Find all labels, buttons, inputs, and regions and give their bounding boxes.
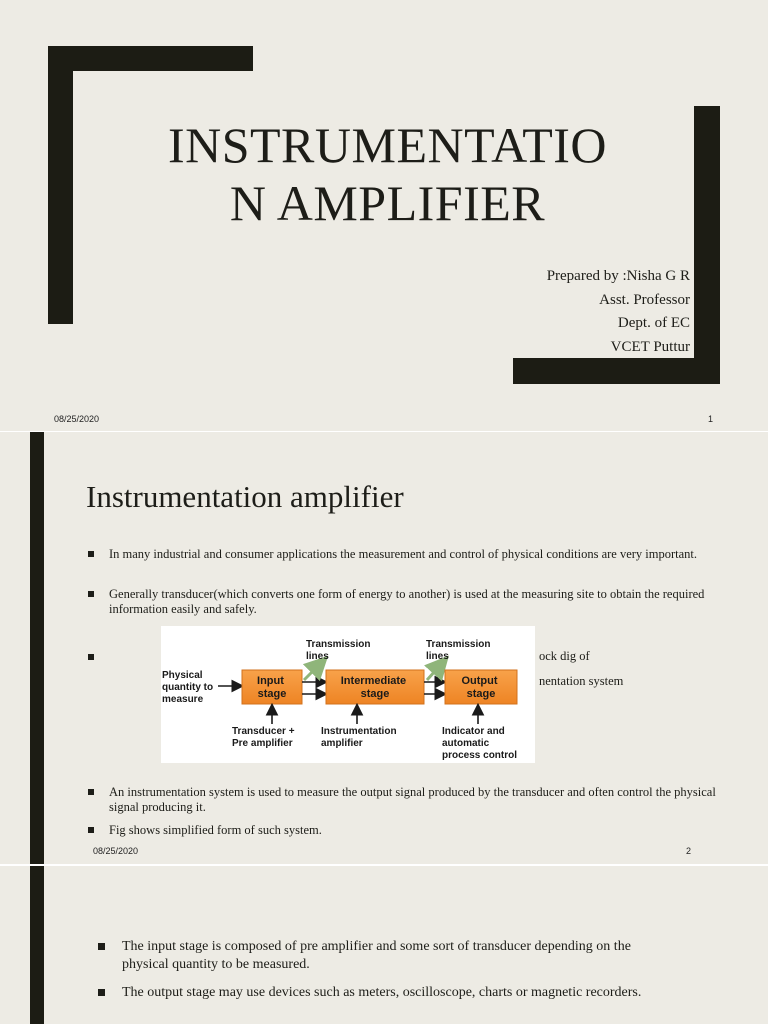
bullet-marker	[98, 989, 105, 996]
decorative-bar	[513, 358, 720, 384]
transmission-arrow	[427, 660, 445, 680]
bullet-item	[98, 984, 658, 1002]
label-line: Instrumentation	[321, 726, 397, 737]
author-line: Prepared by :Nisha G R	[546, 268, 690, 284]
transmission-arrow	[304, 660, 324, 680]
below-label	[232, 726, 297, 749]
label-line: quantity to	[162, 682, 214, 693]
bullet-text: Fig shows simplified form of such system.	[109, 823, 322, 837]
slide-number: 2	[686, 846, 692, 856]
decorative-bar	[48, 46, 253, 71]
label-line: Transducer +	[232, 726, 295, 737]
slide-title: Instrumentation amplifier	[86, 479, 404, 514]
decorative-bar	[48, 46, 73, 324]
block-diagram-svg	[161, 626, 535, 763]
bullet-item	[88, 823, 738, 838]
label-line: Input	[257, 675, 284, 687]
slide-number: 1	[708, 414, 714, 424]
bullet-text-fragment: ock dig of	[539, 649, 590, 663]
label-line: stage	[257, 688, 287, 700]
bullet-item	[88, 785, 738, 815]
slide-date: 08/25/2020	[54, 414, 100, 424]
label-line: stage	[466, 688, 496, 700]
slide-3	[0, 866, 768, 1024]
title-line-1: INSTRUMENTATIO	[167, 117, 608, 173]
author-block	[547, 265, 690, 359]
bullet-item	[88, 587, 738, 617]
block-diagram	[161, 626, 535, 763]
slide-title	[110, 116, 665, 232]
label-line: stage	[360, 688, 390, 700]
bullet-marker	[88, 827, 94, 833]
bullet-marker	[88, 551, 94, 557]
below-label	[442, 726, 517, 761]
bullet-item	[98, 938, 658, 974]
label-line: Output	[461, 675, 498, 687]
label-line: Pre amplifier	[232, 738, 293, 749]
bullet-text: Generally transducer(which converts one form of energy to another) is used at the measuring site to obtain the required information easily and safely.	[109, 587, 705, 616]
label-line: measure	[162, 694, 204, 705]
below-label	[321, 726, 399, 749]
label-line: Transmission	[426, 639, 491, 650]
author-line: Asst. Professor	[599, 291, 690, 308]
bullet-marker	[98, 943, 105, 950]
bullet-text: The output stage may use devices such as meters, oscilloscope, charts or magnetic recorders.	[122, 985, 642, 1000]
transmission-label	[426, 639, 493, 662]
input-stage-label	[257, 675, 287, 700]
bullet-text: The input stage is composed of pre amplifier and some sort of transducer depending on the physical quantity to be measured.	[122, 939, 631, 972]
decorative-bar	[30, 866, 44, 1024]
bullet-text: In many industrial and consumer applications the measurement and control of physical conditions are very important.	[109, 547, 698, 561]
label-line: automatic	[442, 738, 490, 749]
author-line: VCET Puttur	[610, 338, 690, 355]
label-line: Physical	[162, 670, 203, 681]
label-line: amplifier	[321, 738, 363, 749]
bullet-item	[88, 547, 738, 562]
label-line: Transmission	[306, 639, 371, 650]
bullet-marker	[88, 591, 94, 597]
label-line: Intermediate	[340, 675, 407, 687]
label-line: Indicator and	[442, 726, 505, 737]
label-line: process control	[442, 750, 518, 761]
slide-2	[0, 432, 768, 864]
decorative-bar	[30, 432, 44, 864]
slide-1	[0, 0, 768, 432]
input-label	[162, 670, 216, 705]
title-line-2: N AMPLIFIER	[229, 175, 546, 231]
label-line: lines	[306, 651, 329, 662]
label-line: lines	[426, 651, 449, 662]
bullet-text-fragment: nentation system	[539, 674, 624, 688]
decorative-bar	[694, 106, 720, 384]
bullet-marker	[88, 789, 94, 795]
bullet-marker	[88, 654, 94, 660]
bullet-text: An instrumentation system is used to measure the output signal produced by the transducer and often control the physical signal producing it.	[109, 785, 716, 814]
transmission-label	[306, 639, 373, 662]
slide-date: 08/25/2020	[93, 846, 139, 856]
author-line: Dept. of EC	[617, 315, 690, 331]
output-stage-label	[461, 675, 500, 700]
